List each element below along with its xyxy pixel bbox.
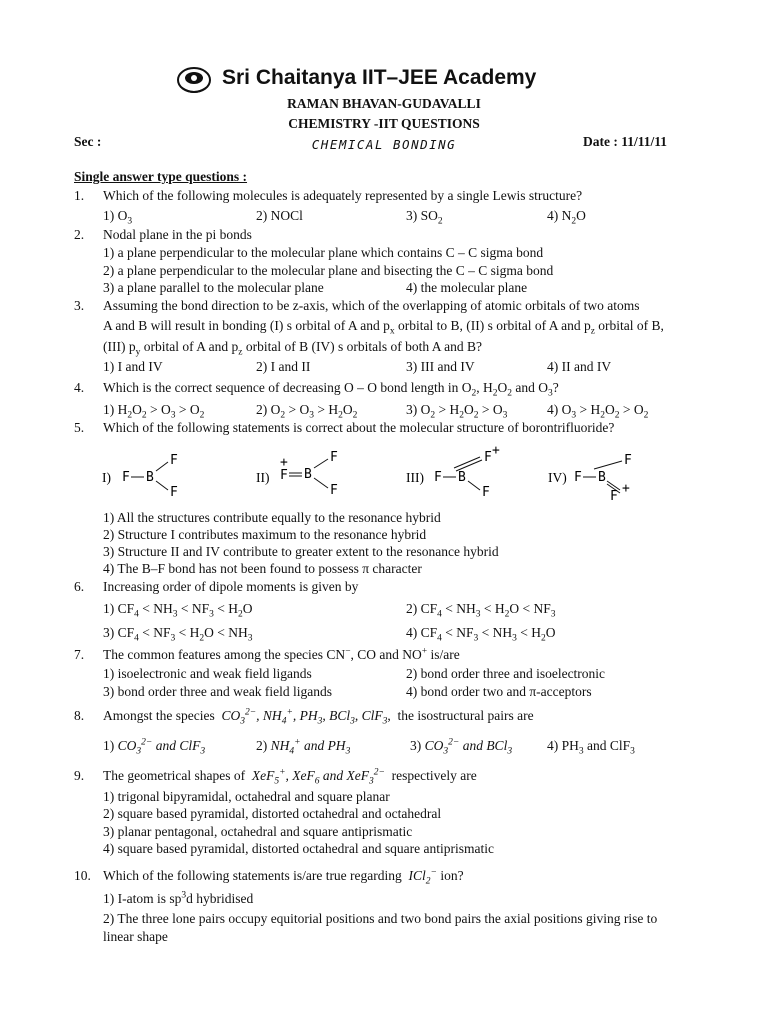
question-text: Nodal plane in the pi bonds (103, 227, 252, 242)
section-label: Sec : (74, 134, 102, 149)
option: 2) I and II (256, 359, 311, 374)
option: 2) NOCl (256, 208, 303, 223)
bf3-resonance-structures (98, 444, 658, 504)
option: 1) I-atom is $sp^3d$ hybridised (103, 890, 254, 906)
svg-text:+: + (280, 455, 288, 470)
option: 2) a plane perpendicular to the molecular plane and bisecting the C – C sigma bond (103, 263, 554, 278)
svg-text:I): I) (102, 470, 111, 485)
question-text: Which is the correct sequence of decreasing O – O bond length in $O_2$, $H_2O_2$ and $O_3$? (103, 380, 559, 399)
option: linear shape (103, 929, 168, 944)
question-number: 1. (74, 188, 85, 203)
svg-text:F: F (482, 485, 490, 500)
option: 2) The three lone pairs occupy equitorial positions and two bond pairs the axial positions giving rise to (103, 911, 658, 926)
option: 2) square based pyramidal, distorted octahedral and octahedral (103, 806, 442, 821)
question-text: Which of the following molecules is adequately represented by a single Lewis structure? (103, 188, 583, 203)
option: 4) $CF_4 < NF_3 < NH_3 < H_2O$ (406, 625, 556, 644)
question-text: Increasing order of dipole moments is given by (103, 579, 359, 594)
option: 1) a plane perpendicular to the molecular plane which contains C – C sigma bond (103, 245, 544, 260)
option: 1) $CF_4 < NH_3 < NF_3 < H_2O$ (103, 601, 253, 620)
svg-text:F: F (170, 485, 178, 500)
date-label: Date : 11/11/11 (583, 134, 667, 149)
option: 1) All the structures contribute equally to the resonance hybrid (103, 510, 441, 525)
svg-text:F: F (330, 450, 338, 465)
option: 3) $O_2 > H_2O_2 > O_3$ (406, 402, 508, 421)
svg-text:III): III) (406, 470, 424, 485)
svg-text:F: F (122, 470, 130, 485)
option: 2) $O_2 > O_3 > H_2O_2$ (256, 402, 358, 421)
question-number: 10. (74, 868, 91, 883)
option: 4) the molecular plane (406, 280, 528, 295)
option: 4) $O_3 > H_2O_2 > O_2$ (547, 402, 649, 421)
option: 1) trigonal bipyramidal, octahedral and square planar (103, 789, 390, 804)
svg-text:+: + (492, 444, 500, 458)
option: 1) isoelectronic and weak field ligands (103, 666, 312, 681)
option: 4) bond order two and π-acceptors (406, 684, 592, 699)
option: 3) bond order three and weak field ligands (103, 684, 333, 699)
academy-title: Sri Chaitanya IIT–JEE Academy (222, 66, 537, 89)
option: 2) $NH_4^+$ and $PH_3$ (256, 737, 351, 757)
question-number: 7. (74, 647, 85, 662)
option: 4) II and IV (547, 359, 612, 374)
option: 4) square based pyramidal, distorted octahedral and square antiprismatic (103, 841, 494, 856)
option: 3) planar pentagonal, octahedral and square antiprismatic (103, 824, 413, 839)
question-text: Assuming the bond direction to be z-axis, which of the overlapping of atomic orbitals of two atoms (103, 298, 640, 313)
question-text-cont: (III) $p_y$ orbital of A and $p_z$ orbital of B (IV) s orbitals of both A and B? (103, 339, 483, 358)
svg-text:F: F (574, 470, 582, 485)
option: 3) a plane parallel to the molecular plane (103, 280, 324, 295)
svg-text:F: F (330, 483, 338, 498)
subject-line: CHEMISTRY -IIT QUESTIONS (288, 116, 480, 131)
option: 1) $O_3$ (103, 208, 133, 227)
section-heading: Single answer type questions : (74, 169, 248, 184)
campus-name: RAMAN BHAVAN-GUDAVALLI (287, 96, 481, 111)
svg-text:B: B (458, 470, 466, 485)
question-text: Which of the following statements is/are true regarding ICl$_2$− ion? (103, 867, 464, 887)
svg-text:IV): IV) (548, 470, 567, 485)
question-text-cont: A and B will result in bonding (I) s orbital of A and $p_x$ orbital to B, (II) s orbital of A and $p_z$ orbital of B, (103, 318, 664, 337)
option: 1) I and IV (103, 359, 163, 374)
topic-title: CHEMICAL BONDING (311, 137, 457, 152)
question-number: 8. (74, 708, 85, 723)
question-text: The geometrical shapes of XeF$_5$+, XeF$_6$ and XeF$_3^{2-}$ respectively are (103, 767, 477, 787)
question-number: 3. (74, 298, 85, 313)
svg-text:B: B (598, 470, 606, 485)
svg-text:F: F (170, 453, 178, 468)
option: 1) $CO_3^{2-}$ and ClF$_3$ (103, 737, 206, 757)
svg-text:B: B (304, 467, 312, 482)
academy-logo-icon (176, 66, 212, 96)
option: 4) The B–F bond has not been found to possess π character (103, 561, 422, 576)
question-text: The common features among the species CN−, CO and NO+ is/are (103, 646, 460, 662)
option: 3) III and IV (406, 359, 475, 374)
svg-text:B: B (146, 470, 154, 485)
question-text: Amongst the species $CO_3^{2-}$, $NH_4^+$, $PH_3$, BCl$_3$, ClF$_3$, the isostructural pairs are (103, 707, 534, 727)
question-number: 2. (74, 227, 85, 242)
svg-text:F: F (434, 470, 442, 485)
question-text: Which of the following statements is correct about the molecular structure of borontrifluoride? (103, 420, 615, 435)
question-number: 6. (74, 579, 85, 594)
question-number: 9. (74, 768, 85, 783)
option: 4) $N_2O$ (547, 208, 586, 227)
option: 3) $CF_4 < NF_3 < H_2O < NH_3$ (103, 625, 253, 644)
option: 3) $SO_2$ (406, 208, 443, 227)
option: 3) $CO_3^{2-}$ and BCl$_3$ (410, 737, 513, 757)
svg-text:F: F (624, 453, 632, 468)
option: 2) bond order three and isoelectronic (406, 666, 606, 681)
question-number: 4. (74, 380, 85, 395)
option: 3) Structure II and IV contribute to greater extent to the resonance hybrid (103, 544, 499, 559)
question-number: 5. (74, 420, 85, 435)
svg-text:II): II) (256, 470, 270, 485)
svg-text:F: F (280, 468, 288, 483)
option: 2) $CF_4 < NH_3 < H_2O < NF_3$ (406, 601, 556, 620)
option: 2) Structure I contributes maximum to the resonance hybrid (103, 527, 427, 542)
svg-text:F: F (610, 489, 618, 504)
svg-text:F: F (484, 450, 492, 465)
option: 1) $H_2O_2 > O_3 > O_2$ (103, 402, 205, 421)
option: 4) $PH_3$ and ClF$_3$ (547, 738, 635, 757)
svg-text:+: + (622, 481, 630, 496)
